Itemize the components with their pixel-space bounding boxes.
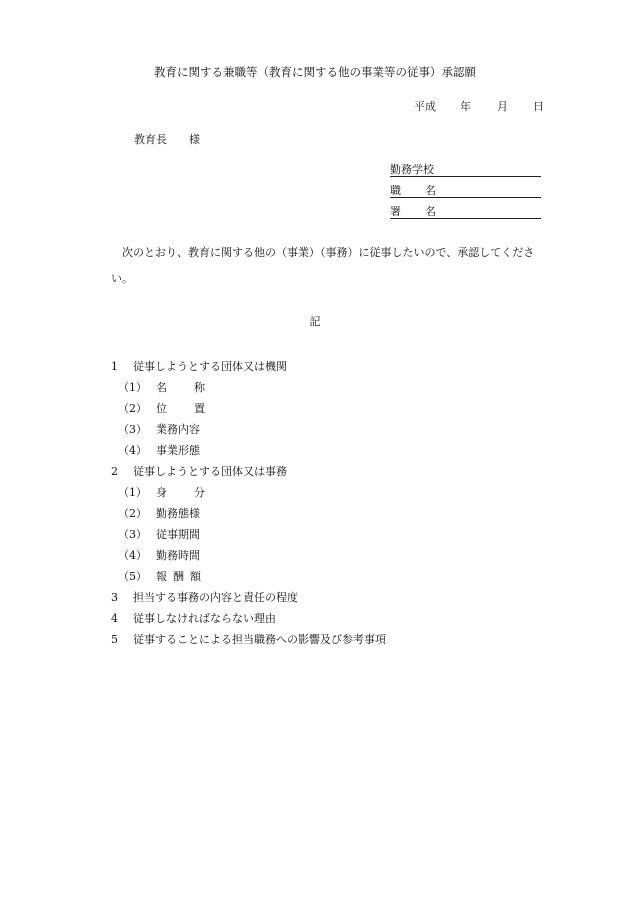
addressee-honorific: 様 — [189, 133, 200, 146]
date-year: 年 — [460, 100, 471, 113]
section-number: 2 — [111, 465, 118, 478]
signature-school-field — [390, 164, 541, 177]
sub-label-a: 位 — [156, 402, 167, 415]
section-2-sub-1 — [118, 487, 205, 498]
ki-heading: 記 — [309, 315, 321, 328]
section-1-sub-1 — [118, 382, 205, 393]
section-1 — [111, 361, 287, 372]
sub-label: 事業形態 — [156, 444, 200, 457]
section-label: 従事しようとする団体又は事務 — [133, 465, 287, 478]
addressee — [134, 134, 200, 145]
section-2-sub-5 — [118, 571, 201, 582]
section-2-sub-3 — [118, 529, 200, 540]
sub-number: （1） — [118, 381, 147, 394]
request-body-line-2: い。 — [111, 272, 133, 285]
section-1-sub-3 — [118, 424, 200, 435]
signature-name-field — [390, 206, 541, 219]
sub-label: 勤務時間 — [156, 549, 200, 562]
signature-position-field — [390, 185, 541, 198]
sub-label-a: 報 — [156, 570, 167, 583]
section-number: 4 — [111, 612, 118, 625]
section-2-sub-2 — [118, 508, 200, 519]
signature-school-label: 勤務学校 — [390, 163, 434, 176]
sub-label-b: 置 — [194, 402, 205, 415]
sub-label: 勤務態様 — [156, 507, 200, 520]
sub-label-a: 身 — [156, 486, 167, 499]
signature-name-label-b: 名 — [425, 205, 436, 218]
section-4 — [111, 613, 276, 624]
section-label: 従事しなければならない理由 — [133, 612, 276, 625]
addressee-name: 教育長 — [134, 133, 167, 146]
sub-label-a: 名 — [156, 381, 167, 394]
sub-label-b: 称 — [194, 381, 205, 394]
sub-label-b: 額 — [190, 570, 201, 583]
section-2-sub-4 — [118, 550, 200, 561]
sub-label: 従事期間 — [156, 528, 200, 541]
section-label: 担当する事務の内容と責任の程度 — [133, 591, 298, 604]
sub-label-b: 分 — [194, 486, 205, 499]
sub-label: 業務内容 — [156, 423, 200, 436]
date-line — [414, 101, 544, 112]
section-label: 従事しようとする団体又は機関 — [133, 360, 287, 373]
date-era: 平成 — [414, 100, 436, 113]
request-body-line-1: 次のとおり、教育に関する他の（事業）（事務）に従事したいので、承認してくださ — [122, 246, 535, 259]
sub-number: （3） — [118, 423, 147, 436]
section-1-sub-2 — [118, 403, 205, 414]
date-month: 月 — [497, 100, 508, 113]
document-title: 教育に関する兼職等（教育に関する他の事業等の従事）承認願 — [154, 65, 476, 79]
sub-number: （1） — [118, 486, 147, 499]
sub-number: （3） — [118, 528, 147, 541]
section-1-sub-4 — [118, 445, 200, 456]
sub-number: （2） — [118, 507, 147, 520]
section-number: 3 — [111, 591, 118, 604]
sub-number: （4） — [118, 444, 147, 457]
request-body — [111, 240, 571, 292]
date-day: 日 — [533, 100, 544, 113]
section-number: 5 — [111, 633, 118, 646]
sub-number: （4） — [118, 549, 147, 562]
section-3 — [111, 592, 298, 603]
sub-label-m: 酬 — [173, 570, 184, 583]
sub-number: （5） — [118, 570, 147, 583]
section-5 — [111, 634, 386, 645]
signature-position-label-b: 名 — [425, 184, 436, 197]
section-label: 従事することによる担当職務への影響及び参考事項 — [133, 633, 386, 646]
signature-name-label-a: 署 — [390, 205, 425, 218]
section-2 — [111, 466, 287, 477]
section-number: 1 — [111, 360, 118, 373]
sub-number: （2） — [118, 402, 147, 415]
signature-position-label-a: 職 — [390, 184, 425, 197]
